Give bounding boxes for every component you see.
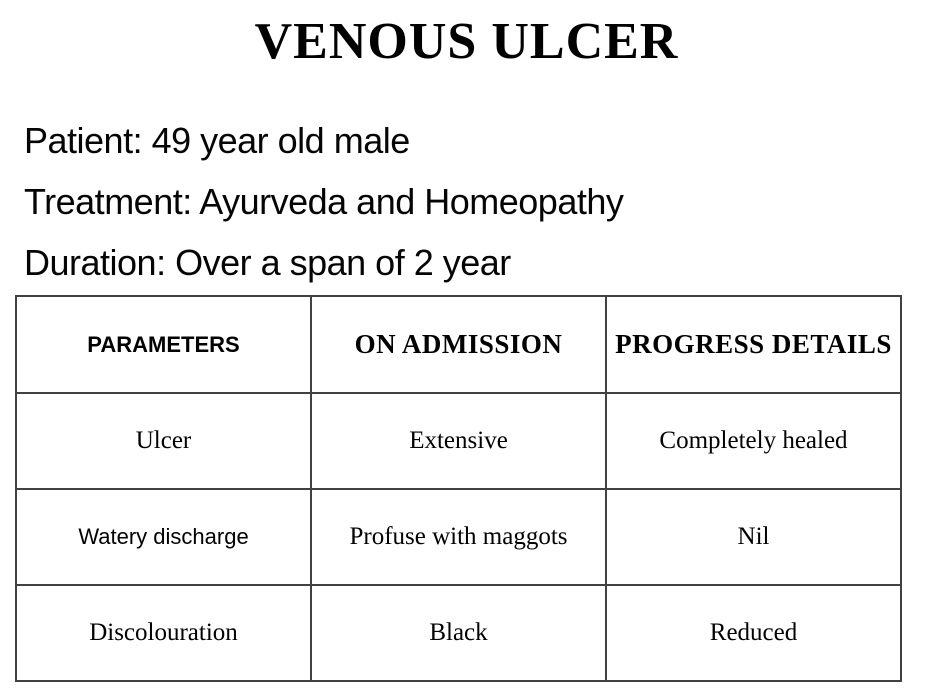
table-row-ulcer bbox=[16, 393, 901, 489]
treatment-line: Treatment: Ayurveda and Homeopathy bbox=[24, 181, 624, 222]
cell-progress-ulcer: Completely healed bbox=[606, 393, 901, 489]
cell-parameter-discolouration: Discolouration bbox=[16, 585, 311, 681]
cell-progress-watery-discharge: Nil bbox=[606, 489, 901, 585]
header-parameters: PARAMETERS bbox=[16, 296, 311, 393]
cell-parameter-ulcer: Ulcer bbox=[16, 393, 311, 489]
cell-admission-discolouration: Black bbox=[311, 585, 606, 681]
patient-info-block bbox=[24, 110, 623, 293]
header-on-admission: ON ADMISSION bbox=[311, 296, 606, 393]
progress-table bbox=[15, 295, 902, 682]
table-row-watery-discharge bbox=[16, 489, 901, 585]
table-head bbox=[16, 296, 901, 393]
cell-admission-ulcer: Extensive bbox=[311, 393, 606, 489]
cell-admission-watery-discharge: Profuse with maggots bbox=[311, 489, 606, 585]
page-title: VENOUS ULCER bbox=[254, 13, 679, 70]
duration-line: Duration: Over a span of 2 year bbox=[24, 242, 511, 283]
table-row-discolouration bbox=[16, 585, 901, 681]
cell-parameter-watery-discharge: Watery discharge bbox=[16, 489, 311, 585]
table-header-row bbox=[16, 296, 901, 393]
cell-progress-discolouration: Reduced bbox=[606, 585, 901, 681]
patient-line: Patient: 49 year old male bbox=[24, 120, 410, 161]
table-body bbox=[16, 393, 901, 681]
header-progress-details: PROGRESS DETAILS bbox=[606, 296, 901, 393]
